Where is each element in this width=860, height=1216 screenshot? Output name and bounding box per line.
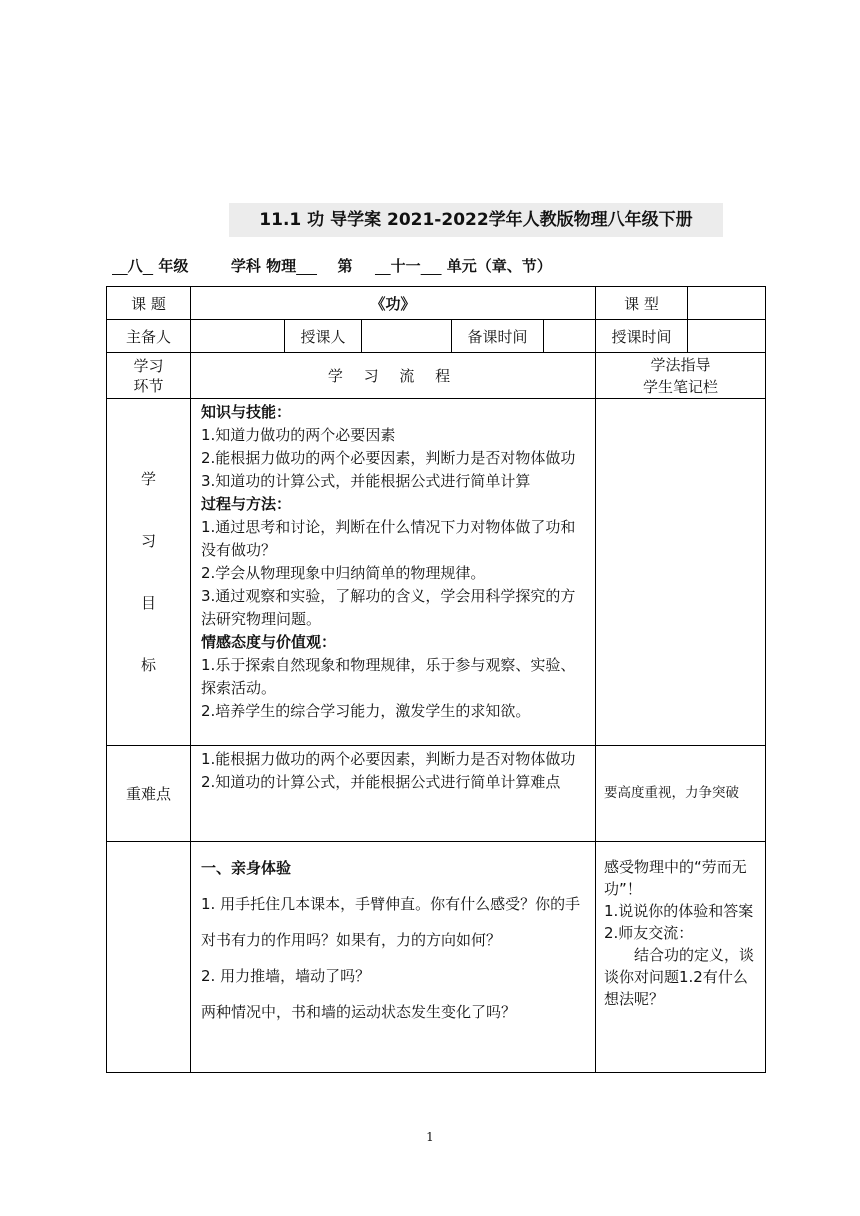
objective-item: 1.知道力做功的两个必要因素 <box>201 426 396 444</box>
row-difficulty <box>107 746 766 842</box>
topic-value: 《功》 <box>191 287 596 320</box>
page-number: 1 <box>426 1130 434 1144</box>
experience-item: 2. 用力推墙，墙动了吗？ <box>201 967 371 985</box>
subject-label: 学科 <box>230 257 261 275</box>
unit-value: 十一 <box>390 257 421 275</box>
preparer-value <box>191 320 285 353</box>
row-experience <box>107 842 766 1073</box>
row-objectives <box>107 399 766 746</box>
objective-heading: 过程与方法： <box>201 495 292 513</box>
teacher-value <box>362 320 452 353</box>
row-topic <box>107 287 766 320</box>
flow-label: 学 习 流 程 <box>191 353 596 399</box>
teach-time-label: 授课时间 <box>596 320 688 353</box>
difficulty-content <box>191 746 596 842</box>
objective-item: 3.知道功的计算公式，并能根据公式进行简单计算 <box>201 472 531 490</box>
objective-heading: 知识与技能： <box>201 403 292 421</box>
topic-label: 课 题 <box>107 287 191 320</box>
preparer-label: 主备人 <box>107 320 191 353</box>
lesson-plan-table <box>106 286 766 1073</box>
difficulty-item: 2.知道功的计算公式，并能根据公式进行简单计算难点 <box>201 773 561 791</box>
objective-item: 1.通过思考和讨论，判断在什么情况下力对物体做了功和没有做功？ <box>201 518 576 559</box>
objective-item: 2.能根据力做功的两个必要因素，判断力是否对物体做功 <box>201 449 576 467</box>
teach-time-value <box>688 320 766 353</box>
objective-item: 2.培养学生的综合学习能力，激发学生的求知欲。 <box>201 702 531 720</box>
difficulty-item: 1.能根据力做功的两个必要因素，判断力是否对物体做功 <box>201 750 576 768</box>
row-stage-header <box>107 353 766 399</box>
document-title: 11.1 功 导学案 2021-2022学年人教版物理八年级下册 <box>229 203 723 237</box>
prep-time-label: 备课时间 <box>452 320 544 353</box>
teacher-label: 授课人 <box>285 320 362 353</box>
objective-item: 3.通过观察和实验，了解功的含义，学会用科学探究的方法研究物理问题。 <box>201 587 576 628</box>
unit-suffix: 单元（章、节） <box>446 257 552 275</box>
objectives-notes <box>596 399 766 746</box>
guide-label: 学法指导 学生笔记栏 <box>596 353 766 399</box>
objectives-content <box>191 399 596 746</box>
row-preparers <box>107 320 766 353</box>
objective-heading: 情感态度与价值观： <box>201 633 337 651</box>
difficulty-label: 重难点 <box>107 746 191 842</box>
objective-item: 2.学会从物理现象中归纳简单的物理规律。 <box>201 564 486 582</box>
unit-prefix: 第 <box>337 257 353 275</box>
experience-item: 1. 用手托住几本课本，手臂伸直。你有什么感受？你的手对书有力的作用吗？如果有，力的方向如何？ <box>201 895 581 949</box>
header-line <box>112 252 552 280</box>
prep-time-value <box>544 320 596 353</box>
subject-value: 物理 <box>266 257 297 275</box>
type-label: 课 型 <box>596 287 688 320</box>
experience-heading: 一、亲身体验 <box>201 859 292 877</box>
experience-label <box>107 842 191 1073</box>
objective-item: 1.乐于探索自然现象和物理规律，乐于参与观察、实验、探索活动。 <box>201 656 576 697</box>
grade-label: 年级 <box>158 257 189 275</box>
type-value <box>688 287 766 320</box>
stage-label: 学习 环节 <box>107 353 191 399</box>
experience-notes: 感受物理中的“劳而无功”！ 1.说说你的体验和答案 2.师友交流： 结合功的定义，谈谈你对问题1.2有什么想法呢？ <box>596 842 766 1073</box>
difficulty-note: 要高度重视，力争突破 <box>596 746 766 842</box>
experience-item: 两种情况中，书和墙的运动状态发生变化了吗？ <box>201 1003 517 1021</box>
experience-content <box>191 842 596 1073</box>
objectives-label: 学 习 目 标 <box>107 399 191 746</box>
grade-value: 八 <box>127 257 143 275</box>
